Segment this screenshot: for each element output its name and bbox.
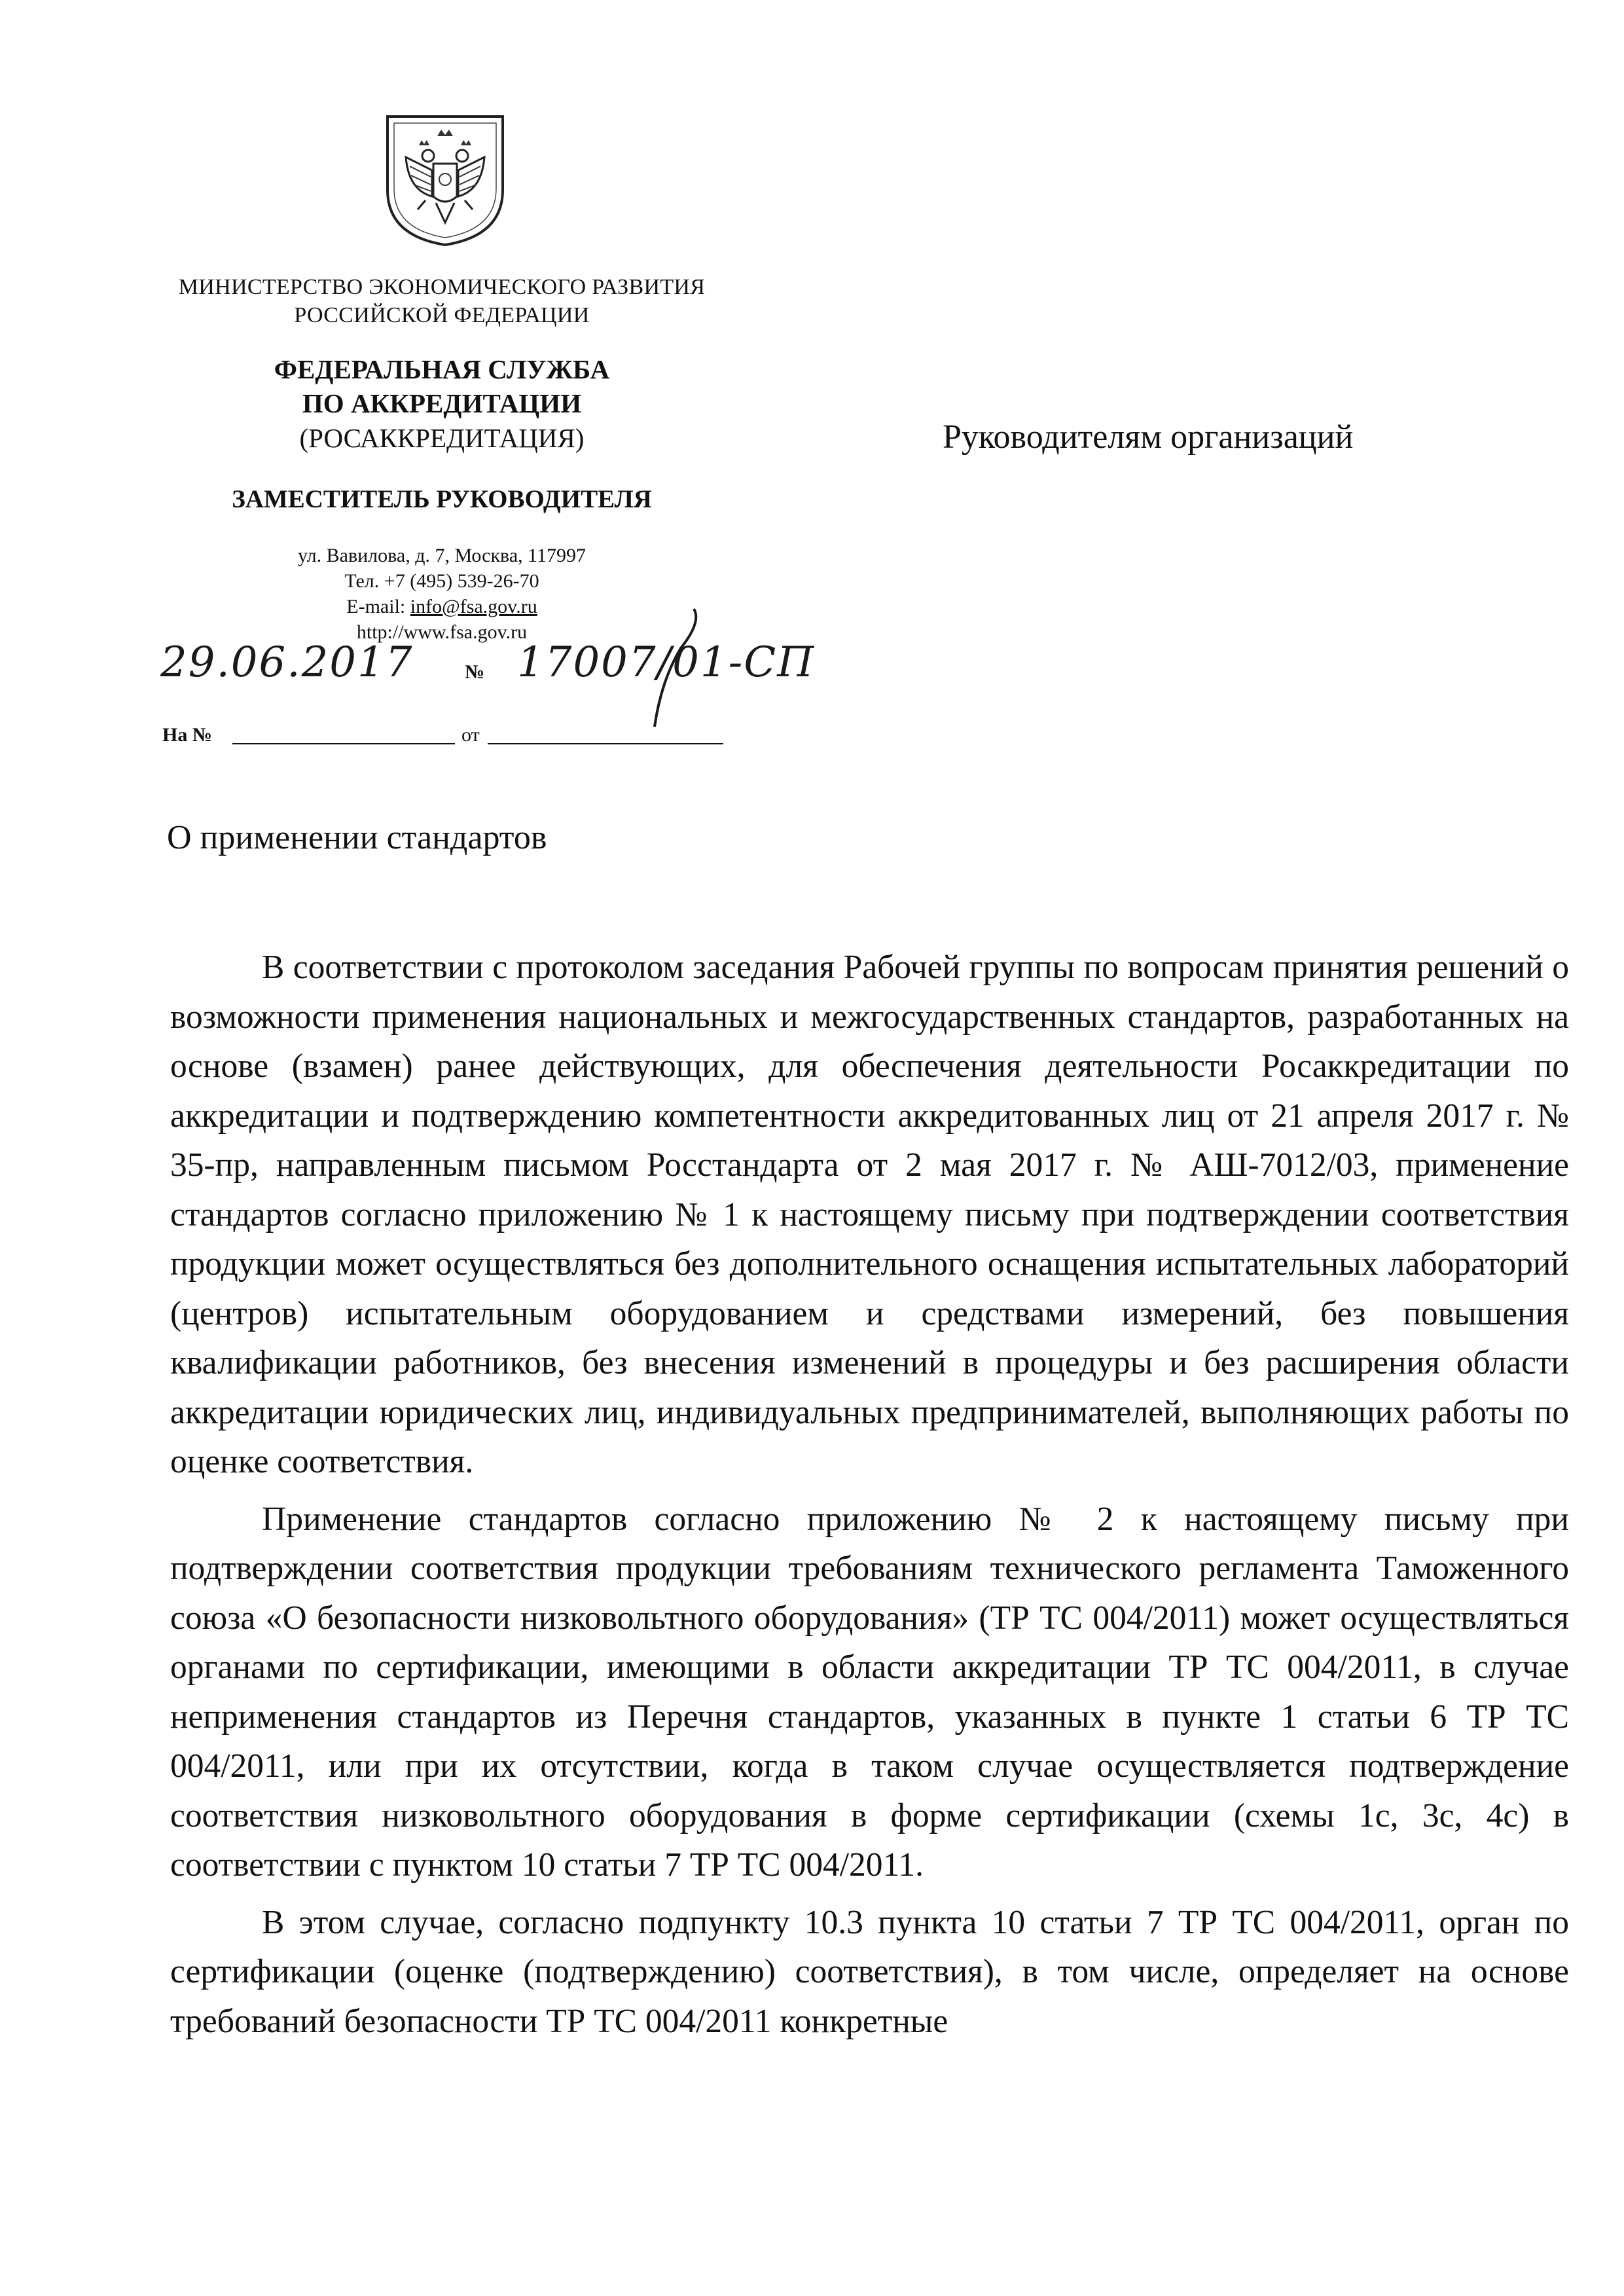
email-link[interactable]: info@fsa.gov.ru xyxy=(410,596,537,617)
letter-subject: О применении стандартов xyxy=(167,819,547,856)
letter-body xyxy=(170,943,1569,2054)
phone-line: Тел. +7 (495) 539-26-70 xyxy=(344,570,539,592)
body-paragraph-3: В этом случае, согласно подпункту 10.3 пункта 10 статьи 7 ТР ТС 004/2011, орган по сертификации (оценке (подтверждению) соответствия), в том числе, определяет на основе требований безопасности ТР ТС 004/2011 конкретные xyxy=(170,1903,1569,2040)
position-title: ЗАМЕСТИТЕЛЬ РУКОВОДИТЕЛЯ xyxy=(232,485,652,513)
website-link[interactable]: http://www.fsa.gov.ru xyxy=(356,621,528,643)
ministry-name-line1: МИНИСТЕРСТВО ЭКОНОМИЧЕСКОГО РАЗВИТИЯ xyxy=(178,275,706,299)
service-short-name: (РОСАККРЕДИТАЦИЯ) xyxy=(299,423,585,453)
addressee: Руководителям организаций xyxy=(943,418,1354,456)
number-sign: № xyxy=(465,661,485,683)
reply-date-blank xyxy=(488,743,723,744)
from-label: от xyxy=(461,724,480,746)
address-line: ул. Вавилова, д. 7, Москва, 117997 xyxy=(297,545,586,566)
handwritten-number: 17007/01-СП xyxy=(517,638,815,687)
reply-to-label: На № xyxy=(162,724,212,746)
service-name-line1: ФЕДЕРАЛЬНАЯ СЛУЖБА xyxy=(274,354,610,384)
coat-of-arms-emblem xyxy=(380,111,511,249)
email-label: E-mail: xyxy=(346,596,410,617)
signature-stroke xyxy=(628,602,707,733)
handwritten-date: 29.06.2017 xyxy=(160,638,414,687)
body-paragraph-2: Применение стандартов согласно приложению № 2 к настоящему письму при подтверждении соответствия продукции требованиям технического регламента Таможенного союза «О безопасности низковольтного оборудования» (ТР ТС 004/2011) может осуществляться органами по сертификации, имеющими в области аккредитации ТР ТС 004/2011, в случае неприменения стандартов из Перечня стандартов, указанных в пункте 1 статьи 6 ТР ТС 004/2011, или при их отсутствии, когда в таком случае осуществляется подтверждение соответствия низковольтного оборудования в форме сертификации (схемы 1с, 3с, 4с) в соответствии с пунктом 10 статьи 7 ТР ТС 004/2011. xyxy=(170,1500,1569,1884)
service-name-line2: ПО АККРЕДИТАЦИИ xyxy=(302,388,582,418)
ministry-name-line2: РОССИЙСКОЙ ФЕДЕРАЦИИ xyxy=(294,303,590,327)
body-paragraph-1: В соответствии с протоколом заседания Рабочей группы по вопросам принятия решений о возможности применения национальных и межгосударственных стандартов, разработанных на основе (взамен) ранее действующих, для обеспечения деятельности Росаккредитации по аккредитации и подтверждению компетентности аккредитованных лиц от 21 апреля 2017 г. № 35-пр, направленным письмом Росстандарта от 2 мая 2017 г. № АШ-7012/03, применение стандартов согласно приложению № 1 к настоящему письму при подтверждении соответствия продукции может осуществляться без дополнительного оснащения испытательных лабораторий (центров) испытательным оборудованием и средствами измерений, без повышения квалификации работников, без внесения изменений в процедуры и без расширения области аккредитации юридических лиц, индивидуальных предпринимателей, выполняющих работы по оценке соответствия. xyxy=(170,949,1569,1480)
reply-number-blank xyxy=(232,743,455,744)
